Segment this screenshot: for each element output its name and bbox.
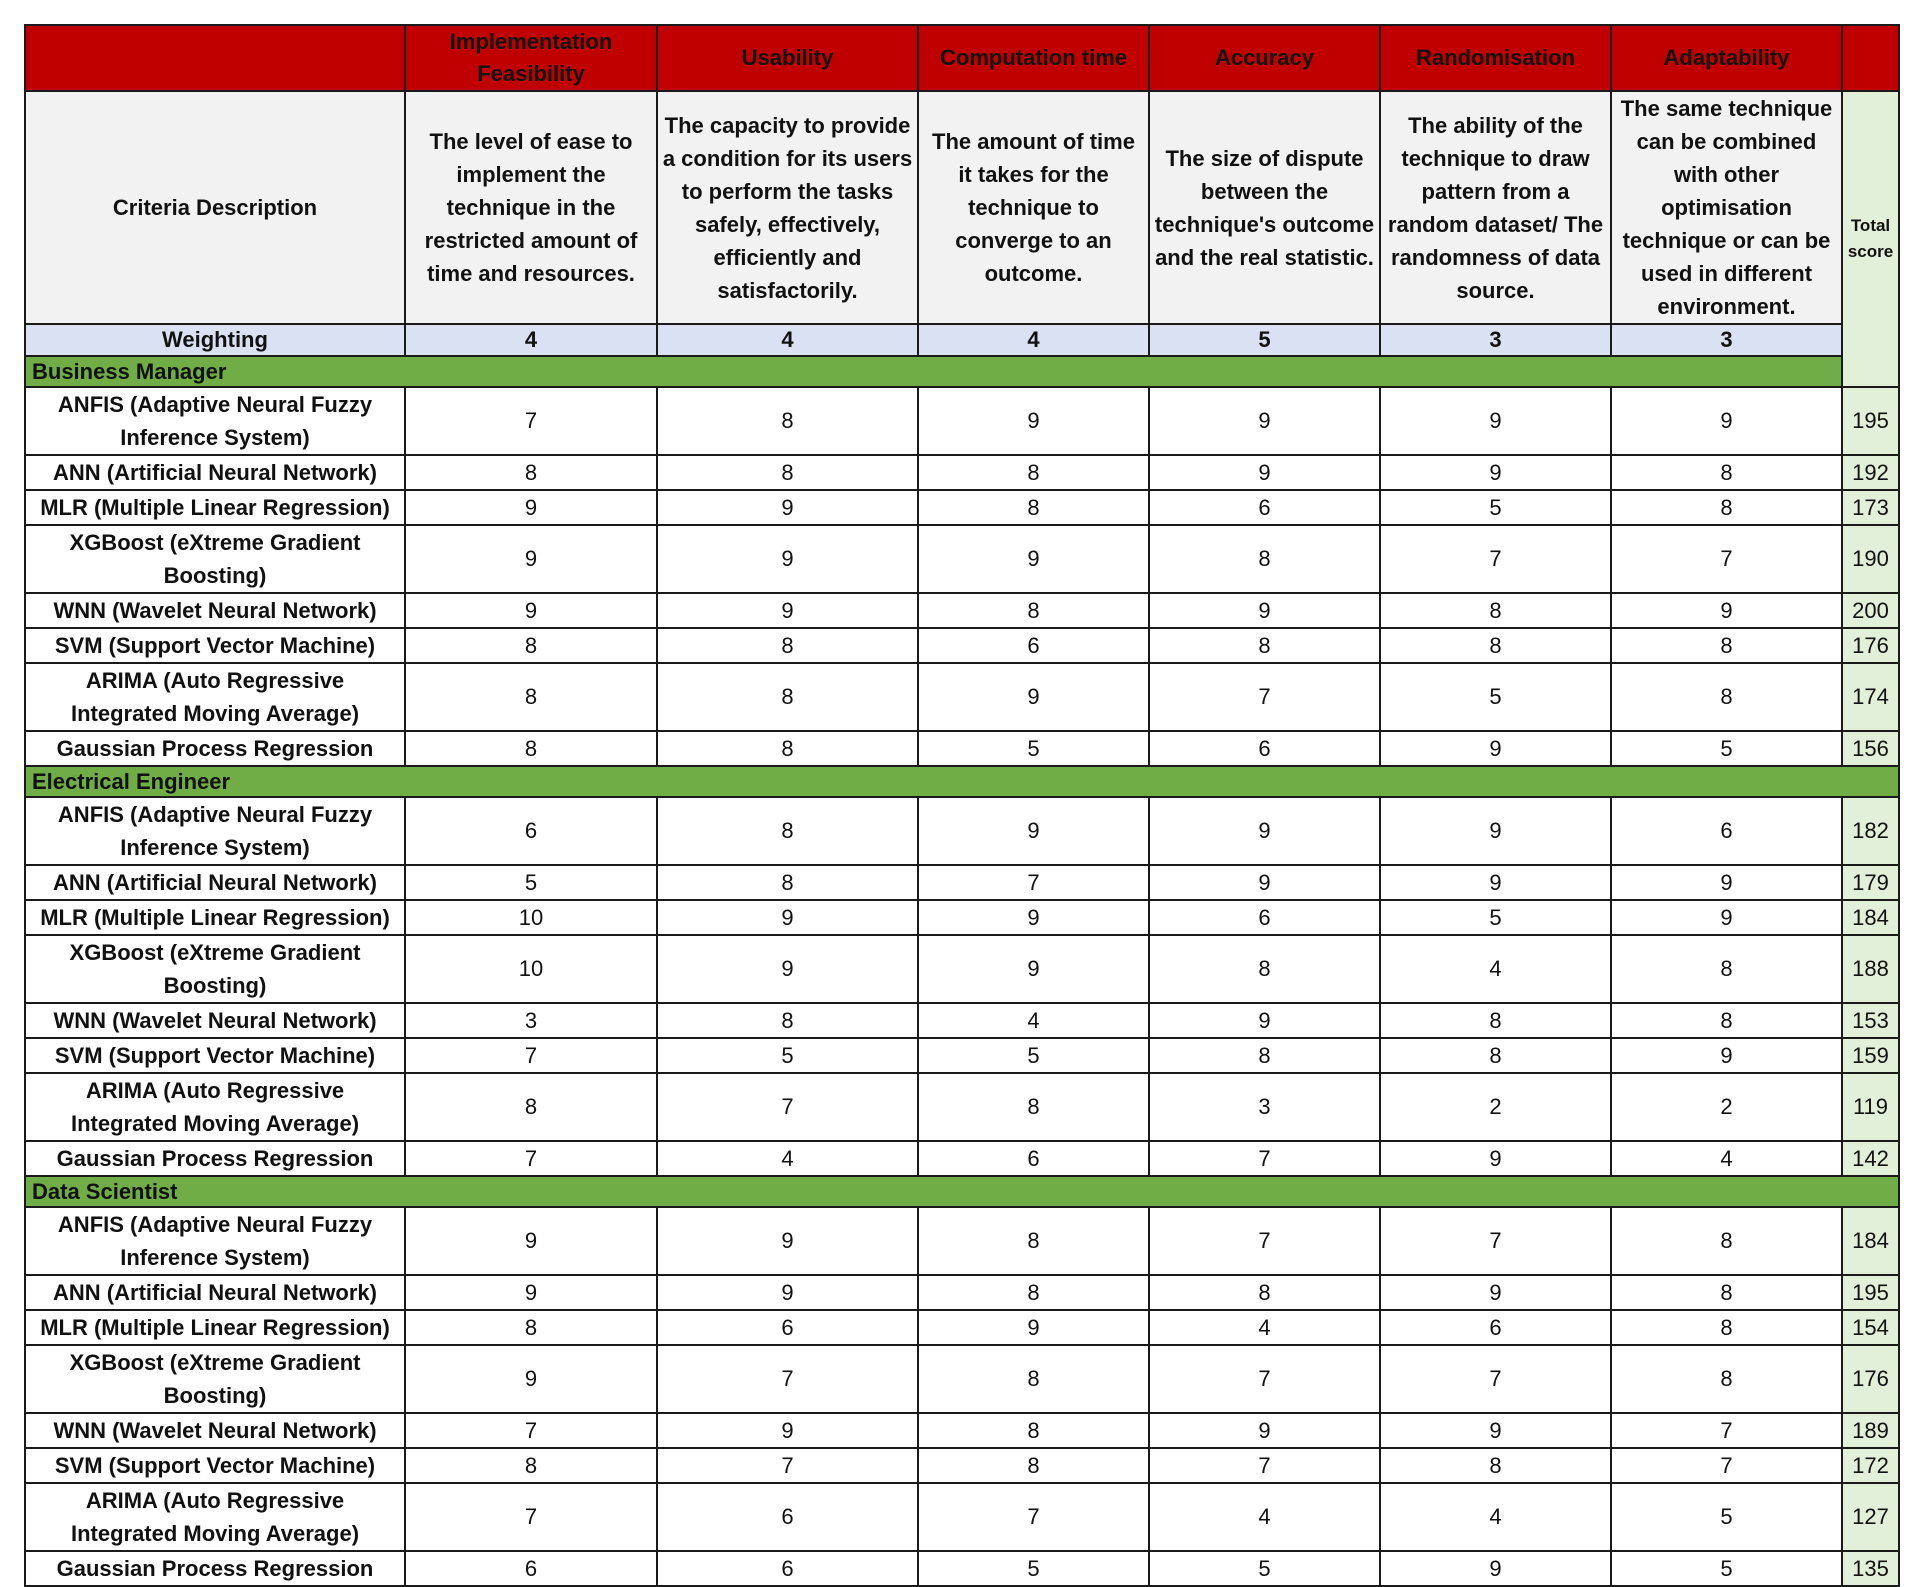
score-cell: 9 [1611,593,1842,628]
technique-name: Gaussian Process Regression [25,1551,405,1586]
column-header: Randomisation [1380,25,1611,91]
total-score-cell: 135 [1842,1551,1899,1586]
score-cell: 8 [918,1073,1149,1141]
score-cell: 8 [918,455,1149,490]
score-cell: 8 [657,865,918,900]
table-row [25,387,1899,455]
score-cell: 4 [918,1003,1149,1038]
score-cell: 8 [1149,628,1380,663]
score-cell: 9 [918,935,1149,1003]
group-name: Data Scientist [25,1176,1899,1207]
score-cell: 7 [918,865,1149,900]
total-score-cell: 119 [1842,1073,1899,1141]
table-row [25,1038,1899,1073]
score-cell: 2 [1380,1073,1611,1141]
score-cell: 7 [1611,525,1842,593]
technique-name: MLR (Multiple Linear Regression) [25,490,405,525]
technique-name: SVM (Support Vector Machine) [25,1448,405,1483]
score-cell: 7 [1149,663,1380,731]
table-row [25,1207,1899,1275]
technique-name: ANN (Artificial Neural Network) [25,455,405,490]
score-cell: 9 [918,900,1149,935]
technique-name: WNN (Wavelet Neural Network) [25,593,405,628]
total-score-cell: 190 [1842,525,1899,593]
score-cell: 9 [1380,1275,1611,1310]
score-cell: 9 [918,525,1149,593]
score-cell: 8 [918,1345,1149,1413]
score-cell: 8 [657,628,918,663]
score-cell: 8 [1149,1038,1380,1073]
score-cell: 8 [918,1207,1149,1275]
criteria-description: The size of dispute between the technique's outcome and the real statistic. [1149,91,1380,324]
table-row [25,628,1899,663]
score-cell: 7 [1380,1207,1611,1275]
score-cell: 7 [405,1483,657,1551]
score-cell: 9 [1380,865,1611,900]
score-cell: 8 [1611,455,1842,490]
score-cell: 8 [1380,1448,1611,1483]
score-cell: 8 [405,1448,657,1483]
score-cell: 6 [1611,797,1842,865]
score-cell: 8 [918,490,1149,525]
weight-value: 4 [405,324,657,356]
score-cell: 4 [1380,1483,1611,1551]
group-name: Electrical Engineer [25,766,1899,797]
technique-name: ARIMA (Auto Regressive Integrated Moving Average) [25,663,405,731]
score-cell: 6 [1149,900,1380,935]
table-row [25,1310,1899,1345]
score-cell: 8 [1611,1345,1842,1413]
technique-name: XGBoost (eXtreme Gradient Boosting) [25,935,405,1003]
score-cell: 9 [405,1275,657,1310]
total-score-cell: 142 [1842,1141,1899,1176]
score-cell: 5 [918,1551,1149,1586]
table-row [25,1448,1899,1483]
table-row [25,1483,1899,1551]
score-cell: 9 [1380,455,1611,490]
weight-value: 4 [918,324,1149,356]
score-cell: 4 [657,1141,918,1176]
column-header: Adaptability [1611,25,1842,91]
technique-name: WNN (Wavelet Neural Network) [25,1413,405,1448]
score-cell: 6 [918,1141,1149,1176]
criteria-description: The same technique can be combined with other optimisation technique or can be used in different environment. [1611,91,1842,324]
score-cell: 7 [1611,1448,1842,1483]
technique-name: ARIMA (Auto Regressive Integrated Moving Average) [25,1073,405,1141]
technique-name: SVM (Support Vector Machine) [25,628,405,663]
table-row [25,1141,1899,1176]
score-cell: 4 [1380,935,1611,1003]
technique-name: ARIMA (Auto Regressive Integrated Moving Average) [25,1483,405,1551]
table-row [25,900,1899,935]
score-cell: 8 [657,731,918,766]
score-cell: 2 [1611,1073,1842,1141]
score-cell: 6 [1380,1310,1611,1345]
total-score-header: Total score [1842,91,1899,387]
score-cell: 9 [1380,1413,1611,1448]
score-cell: 9 [405,1207,657,1275]
technique-name: Gaussian Process Regression [25,731,405,766]
total-score-cell: 176 [1842,1345,1899,1413]
score-cell: 7 [1149,1207,1380,1275]
table-row [25,1073,1899,1141]
score-cell: 9 [1149,593,1380,628]
technique-name: SVM (Support Vector Machine) [25,1038,405,1073]
score-cell: 8 [1380,1038,1611,1073]
total-score-cell: 200 [1842,593,1899,628]
score-cell: 9 [918,387,1149,455]
score-cell: 3 [405,1003,657,1038]
score-cell: 8 [918,1448,1149,1483]
score-cell: 9 [1380,1551,1611,1586]
score-cell: 9 [657,935,918,1003]
score-cell: 5 [918,1038,1149,1073]
weight-value: 5 [1149,324,1380,356]
score-cell: 9 [1611,865,1842,900]
score-cell: 9 [1149,797,1380,865]
score-cell: 8 [1611,1003,1842,1038]
score-cell: 9 [1149,865,1380,900]
score-cell: 8 [1149,525,1380,593]
total-score-cell: 188 [1842,935,1899,1003]
score-cell: 7 [657,1345,918,1413]
total-score-cell: 154 [1842,1310,1899,1345]
criteria-description: The ability of the technique to draw pattern from a random dataset/ The randomness of data source. [1380,91,1611,324]
score-cell: 5 [1611,1483,1842,1551]
technique-name: ANN (Artificial Neural Network) [25,865,405,900]
score-cell: 10 [405,900,657,935]
score-cell: 8 [918,1275,1149,1310]
total-score-cell: 176 [1842,628,1899,663]
score-cell: 8 [405,455,657,490]
score-cell: 9 [657,900,918,935]
score-cell: 9 [657,525,918,593]
technique-name: MLR (Multiple Linear Regression) [25,900,405,935]
score-cell: 8 [405,731,657,766]
score-cell: 7 [405,1413,657,1448]
score-cell: 9 [657,490,918,525]
group-header-row [25,1176,1899,1207]
table-row [25,663,1899,731]
total-score-cell: 153 [1842,1003,1899,1038]
score-cell: 7 [1611,1413,1842,1448]
column-header: Usability [657,25,918,91]
table-row [25,1275,1899,1310]
score-cell: 6 [918,628,1149,663]
score-cell: 9 [657,593,918,628]
table-row [25,935,1899,1003]
evaluation-table [24,24,1900,1587]
score-cell: 5 [657,1038,918,1073]
score-cell: 8 [405,663,657,731]
total-score-cell: 195 [1842,387,1899,455]
column-header: Accuracy [1149,25,1380,91]
table-row [25,490,1899,525]
technique-name: Gaussian Process Regression [25,1141,405,1176]
score-cell: 9 [1380,797,1611,865]
score-cell: 9 [657,1275,918,1310]
column-header: Computation time [918,25,1149,91]
score-cell: 7 [1380,525,1611,593]
technique-name: ANFIS (Adaptive Neural Fuzzy Inference System) [25,1207,405,1275]
weight-value: 3 [1611,324,1842,356]
score-cell: 7 [1380,1345,1611,1413]
score-cell: 7 [1149,1448,1380,1483]
score-cell: 7 [405,387,657,455]
table-row [25,1551,1899,1586]
score-cell: 5 [1611,1551,1842,1586]
score-cell: 8 [657,455,918,490]
group-header-row [25,356,1899,387]
total-score-cell: 174 [1842,663,1899,731]
score-cell: 10 [405,935,657,1003]
score-cell: 9 [918,797,1149,865]
score-cell: 3 [1149,1073,1380,1141]
technique-name: MLR (Multiple Linear Regression) [25,1310,405,1345]
total-score-cell: 156 [1842,731,1899,766]
technique-name: ANN (Artificial Neural Network) [25,1275,405,1310]
criteria-header-row [25,25,1899,91]
total-score-cell: 195 [1842,1275,1899,1310]
score-cell: 8 [1149,1275,1380,1310]
score-cell: 6 [657,1483,918,1551]
table-row [25,1003,1899,1038]
score-cell: 7 [657,1448,918,1483]
score-cell: 5 [405,865,657,900]
score-cell: 9 [405,490,657,525]
score-cell: 8 [657,797,918,865]
score-cell: 9 [1380,731,1611,766]
score-cell: 9 [1380,1141,1611,1176]
score-cell: 7 [1149,1141,1380,1176]
criteria-description: The capacity to provide a condition for its users to perform the tasks safely, effectively, efficiently and satisfactorily. [657,91,918,324]
header-blank-cell [1842,25,1899,91]
technique-name: XGBoost (eXtreme Gradient Boosting) [25,1345,405,1413]
weight-value: 3 [1380,324,1611,356]
total-score-cell: 184 [1842,1207,1899,1275]
table-row [25,731,1899,766]
score-cell: 4 [1149,1483,1380,1551]
criteria-description: The amount of time it takes for the technique to converge to an outcome. [918,91,1149,324]
score-cell: 9 [1611,387,1842,455]
table-row [25,865,1899,900]
technique-name: XGBoost (eXtreme Gradient Boosting) [25,525,405,593]
table-row [25,455,1899,490]
score-cell: 6 [1149,490,1380,525]
score-cell: 8 [1611,628,1842,663]
table-row [25,525,1899,593]
technique-name: WNN (Wavelet Neural Network) [25,1003,405,1038]
score-cell: 8 [657,663,918,731]
score-cell: 8 [657,387,918,455]
score-cell: 8 [1611,935,1842,1003]
score-cell: 6 [657,1310,918,1345]
score-cell: 8 [657,1003,918,1038]
technique-name: ANFIS (Adaptive Neural Fuzzy Inference System) [25,797,405,865]
score-cell: 8 [405,1310,657,1345]
score-cell: 9 [405,525,657,593]
total-score-cell: 127 [1842,1483,1899,1551]
score-cell: 5 [1380,900,1611,935]
description-row [25,91,1899,324]
total-score-cell: 184 [1842,900,1899,935]
score-cell: 5 [1380,490,1611,525]
header-blank-cell [25,25,405,91]
score-cell: 7 [918,1483,1149,1551]
score-cell: 9 [405,1345,657,1413]
total-score-cell: 159 [1842,1038,1899,1073]
score-cell: 9 [1611,900,1842,935]
score-cell: 8 [1149,935,1380,1003]
score-cell: 6 [405,1551,657,1586]
score-cell: 8 [405,1073,657,1141]
group-header-row [25,766,1899,797]
total-score-cell: 192 [1842,455,1899,490]
score-cell: 5 [1380,663,1611,731]
score-cell: 9 [1149,455,1380,490]
score-cell: 9 [405,593,657,628]
score-cell: 9 [918,1310,1149,1345]
score-cell: 8 [1380,628,1611,663]
score-cell: 8 [918,1413,1149,1448]
weighting-label: Weighting [25,324,405,356]
weighting-row [25,324,1899,356]
score-cell: 8 [1380,593,1611,628]
score-cell: 8 [1611,1207,1842,1275]
table-row [25,797,1899,865]
table-body [25,91,1899,1586]
group-name: Business Manager [25,356,1842,387]
score-cell: 5 [1149,1551,1380,1586]
score-cell: 8 [1611,1310,1842,1345]
score-cell: 9 [657,1413,918,1448]
score-cell: 9 [1611,1038,1842,1073]
score-cell: 9 [1149,387,1380,455]
score-cell: 6 [1149,731,1380,766]
total-score-cell: 179 [1842,865,1899,900]
score-cell: 9 [657,1207,918,1275]
score-cell: 9 [1149,1413,1380,1448]
score-cell: 7 [657,1073,918,1141]
table-row [25,593,1899,628]
score-cell: 5 [918,731,1149,766]
score-cell: 8 [405,628,657,663]
score-cell: 4 [1149,1310,1380,1345]
score-cell: 8 [1611,1275,1842,1310]
total-score-cell: 182 [1842,797,1899,865]
score-cell: 6 [405,797,657,865]
technique-name: ANFIS (Adaptive Neural Fuzzy Inference System) [25,387,405,455]
score-cell: 9 [918,663,1149,731]
score-cell: 9 [1380,387,1611,455]
score-cell: 7 [1149,1345,1380,1413]
weight-value: 4 [657,324,918,356]
table-row [25,1345,1899,1413]
score-cell: 8 [1611,490,1842,525]
criteria-description-label: Criteria Description [25,91,405,324]
total-score-cell: 189 [1842,1413,1899,1448]
score-cell: 8 [1380,1003,1611,1038]
score-cell: 7 [405,1141,657,1176]
score-cell: 8 [1611,663,1842,731]
total-score-cell: 172 [1842,1448,1899,1483]
table-row [25,1413,1899,1448]
criteria-description: The level of ease to implement the technique in the restricted amount of time and resources. [405,91,657,324]
column-header: Implementation Feasibility [405,25,657,91]
score-cell: 9 [1149,1003,1380,1038]
total-score-cell: 173 [1842,490,1899,525]
score-cell: 7 [405,1038,657,1073]
score-cell: 5 [1611,731,1842,766]
score-cell: 4 [1611,1141,1842,1176]
score-cell: 8 [918,593,1149,628]
score-cell: 6 [657,1551,918,1586]
